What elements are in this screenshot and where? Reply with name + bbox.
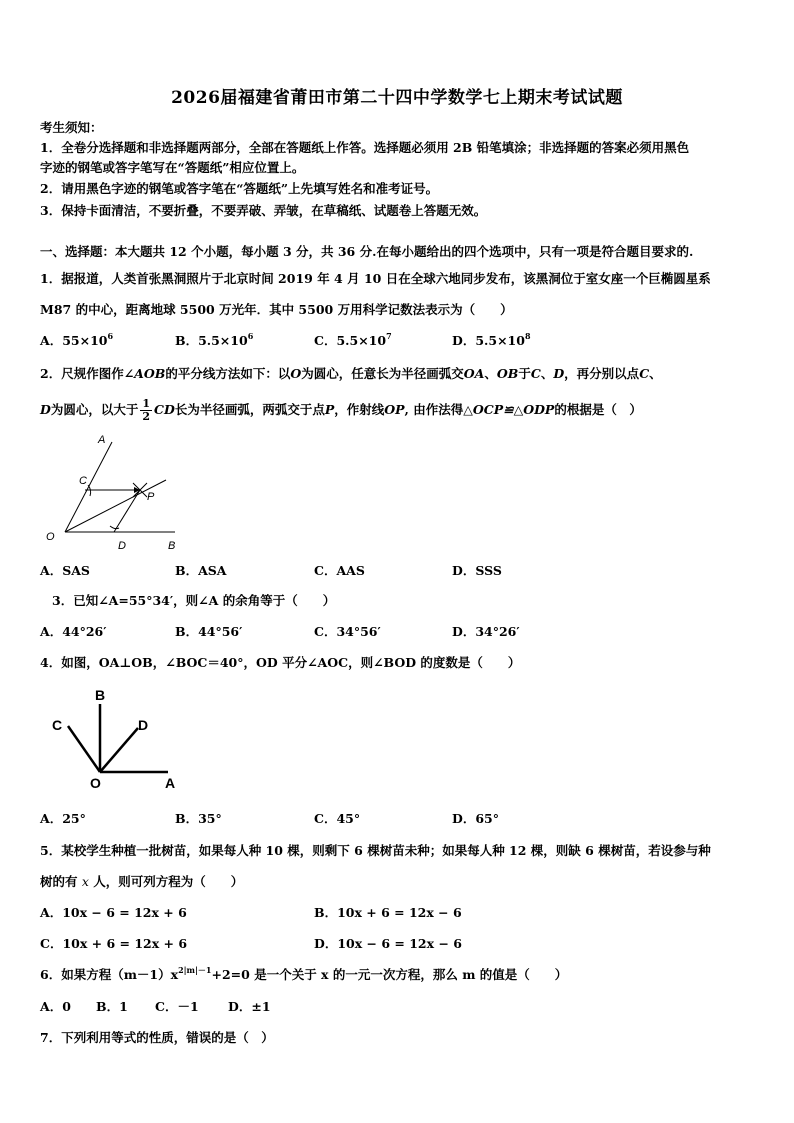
q4-option-d[interactable]: D．65° xyxy=(452,811,499,826)
fraction-half: $\frac{1}{2}$ xyxy=(142,397,151,423)
q2-line-2: D为圆心，以大于 $\frac{1}{2}$ CD长为半径画弧，两弧交于点P，作射线OP, 由作法得△OCP≌△ODP的根据是（ ） xyxy=(40,397,642,423)
q6-option-a[interactable]: A．0 xyxy=(40,999,71,1014)
q2-option-d[interactable]: D．SSS xyxy=(452,563,502,578)
q6-text: 6．如果方程$(m-1)x^{2|m|-1}+2=0$ 是一个关于 x 的一元一次方程，那么 m 的值是（ ） xyxy=(40,965,568,982)
q2-option-b[interactable]: B．ASA xyxy=(175,563,227,578)
q7-text: 7．下列利用等式的性质，错误的是（ ） xyxy=(40,1030,274,1045)
q6-option-c[interactable]: C．－1 xyxy=(155,999,199,1014)
q5-option-b[interactable]: B．10x + 6 = 12x − 6 xyxy=(314,905,462,920)
q2-line-1: 2．尺规作图作∠AOB的平分线方法如下：以O为圆心，任意长为半径画弧交OA、OB于C、D，再分别以点C、 xyxy=(40,366,662,381)
q1-option-c[interactable]: C．$5.5\times 10^7$ xyxy=(314,331,392,348)
section-heading: 一、选择题：本大题共 12 个小题，每小题 3 分，共 36 分.在每小题给出的四个选项中，只有一项是符合题目要求的. xyxy=(40,244,694,259)
q3-option-d[interactable]: D．34°26′ xyxy=(452,624,520,639)
ray-od xyxy=(100,728,138,772)
label-b: B xyxy=(168,540,176,552)
q1-line-2: M87 的中心，距离地球 5500 万光年．其中 5500 万用科学记数法表示为（ ） xyxy=(40,302,513,317)
q4-option-c[interactable]: C．45° xyxy=(314,811,361,826)
q4-text: 4．如图，OA⊥OB，∠BOC＝40°，OD 平分∠AOC，则∠BOD 的度数是（ ） xyxy=(40,655,521,670)
label-c: C xyxy=(79,475,87,487)
ray-op xyxy=(65,480,166,532)
q5-option-d[interactable]: D．10x − 6 = 12x − 6 xyxy=(314,936,462,951)
label-d: D xyxy=(118,540,126,552)
label-o: O xyxy=(90,775,101,791)
q4-option-a[interactable]: A．25° xyxy=(40,811,86,826)
notice-line-2: 2．请用黑色字迹的钢笔或答字笔在“答题纸”上先填写姓名和准考证号。 xyxy=(40,181,439,196)
notice-line-1a: 1．全卷分选择题和非选择题两部分，全部在答题纸上作答。选择题必须用 2B 铅笔填涂；非选择题的答案必须用黑色 xyxy=(40,140,690,155)
q5-line-1: 5．某校学生种植一批树苗，如果每人种 10 棵，则剩下 6 棵树苗未种；如果每人种 12 棵，则缺 6 棵树苗，若设参与种 xyxy=(40,843,711,858)
q3-option-b[interactable]: B．44°56′ xyxy=(175,624,243,639)
q3-option-a[interactable]: A．44°26′ xyxy=(40,624,107,639)
q6-option-d[interactable]: D．±1 xyxy=(228,999,271,1014)
label-c: C xyxy=(52,717,63,733)
q3-text: 3．已知∠A=55°34′，则∠A 的余角等于（ ） xyxy=(52,593,336,608)
q5-line-2: 树的有 x 人，则可列方程为（ ） xyxy=(40,874,244,889)
ray-oa xyxy=(65,442,112,532)
segment-dp xyxy=(114,490,140,532)
label-p: P xyxy=(147,491,155,503)
q2-option-a[interactable]: A．SAS xyxy=(40,563,90,578)
notice-header: 考生须知： xyxy=(40,120,103,135)
q1-line-1: 1．据报道，人类首张黑洞照片于北京时间 2019 年 4 月 10 日在全球六地同步发布，该黑洞位于室女座一个巨椭圆星系 xyxy=(40,271,711,286)
q6-option-b[interactable]: B．1 xyxy=(96,999,128,1014)
label-a: A xyxy=(98,434,106,446)
notice-line-1b: 字迹的钢笔或答字笔写在“答题纸”相应位置上。 xyxy=(40,160,305,175)
q4-figure xyxy=(40,682,190,794)
q5-option-c[interactable]: C．10x + 6 = 12x + 6 xyxy=(40,936,188,951)
label-o: O xyxy=(46,531,55,543)
ray-oc xyxy=(68,726,100,772)
q2-option-c[interactable]: C．AAS xyxy=(314,563,365,578)
notice-line-3: 3．保持卡面清洁，不要折叠，不要弄破、弄皱，在草稿纸、试题卷上答题无效。 xyxy=(40,203,487,218)
q4-option-b[interactable]: B．35° xyxy=(175,811,222,826)
q1-option-b[interactable]: B．$5.5\times 10^6$ xyxy=(175,331,254,348)
label-a: A xyxy=(165,775,176,791)
q2-figure xyxy=(40,428,190,553)
page-title: 2026届福建省莆田市第二十四中学数学七上期末考试试题 xyxy=(171,88,623,108)
q3-option-c[interactable]: C．34°56′ xyxy=(314,624,381,639)
label-b: B xyxy=(95,687,106,703)
q1-option-d[interactable]: D．$5.5\times 10^8$ xyxy=(452,331,531,348)
q1-option-a[interactable]: A．$55\times 10^6$ xyxy=(40,331,114,348)
label-d: D xyxy=(138,717,149,733)
q5-option-a[interactable]: A．10x − 6 = 12x + 6 xyxy=(40,905,187,920)
